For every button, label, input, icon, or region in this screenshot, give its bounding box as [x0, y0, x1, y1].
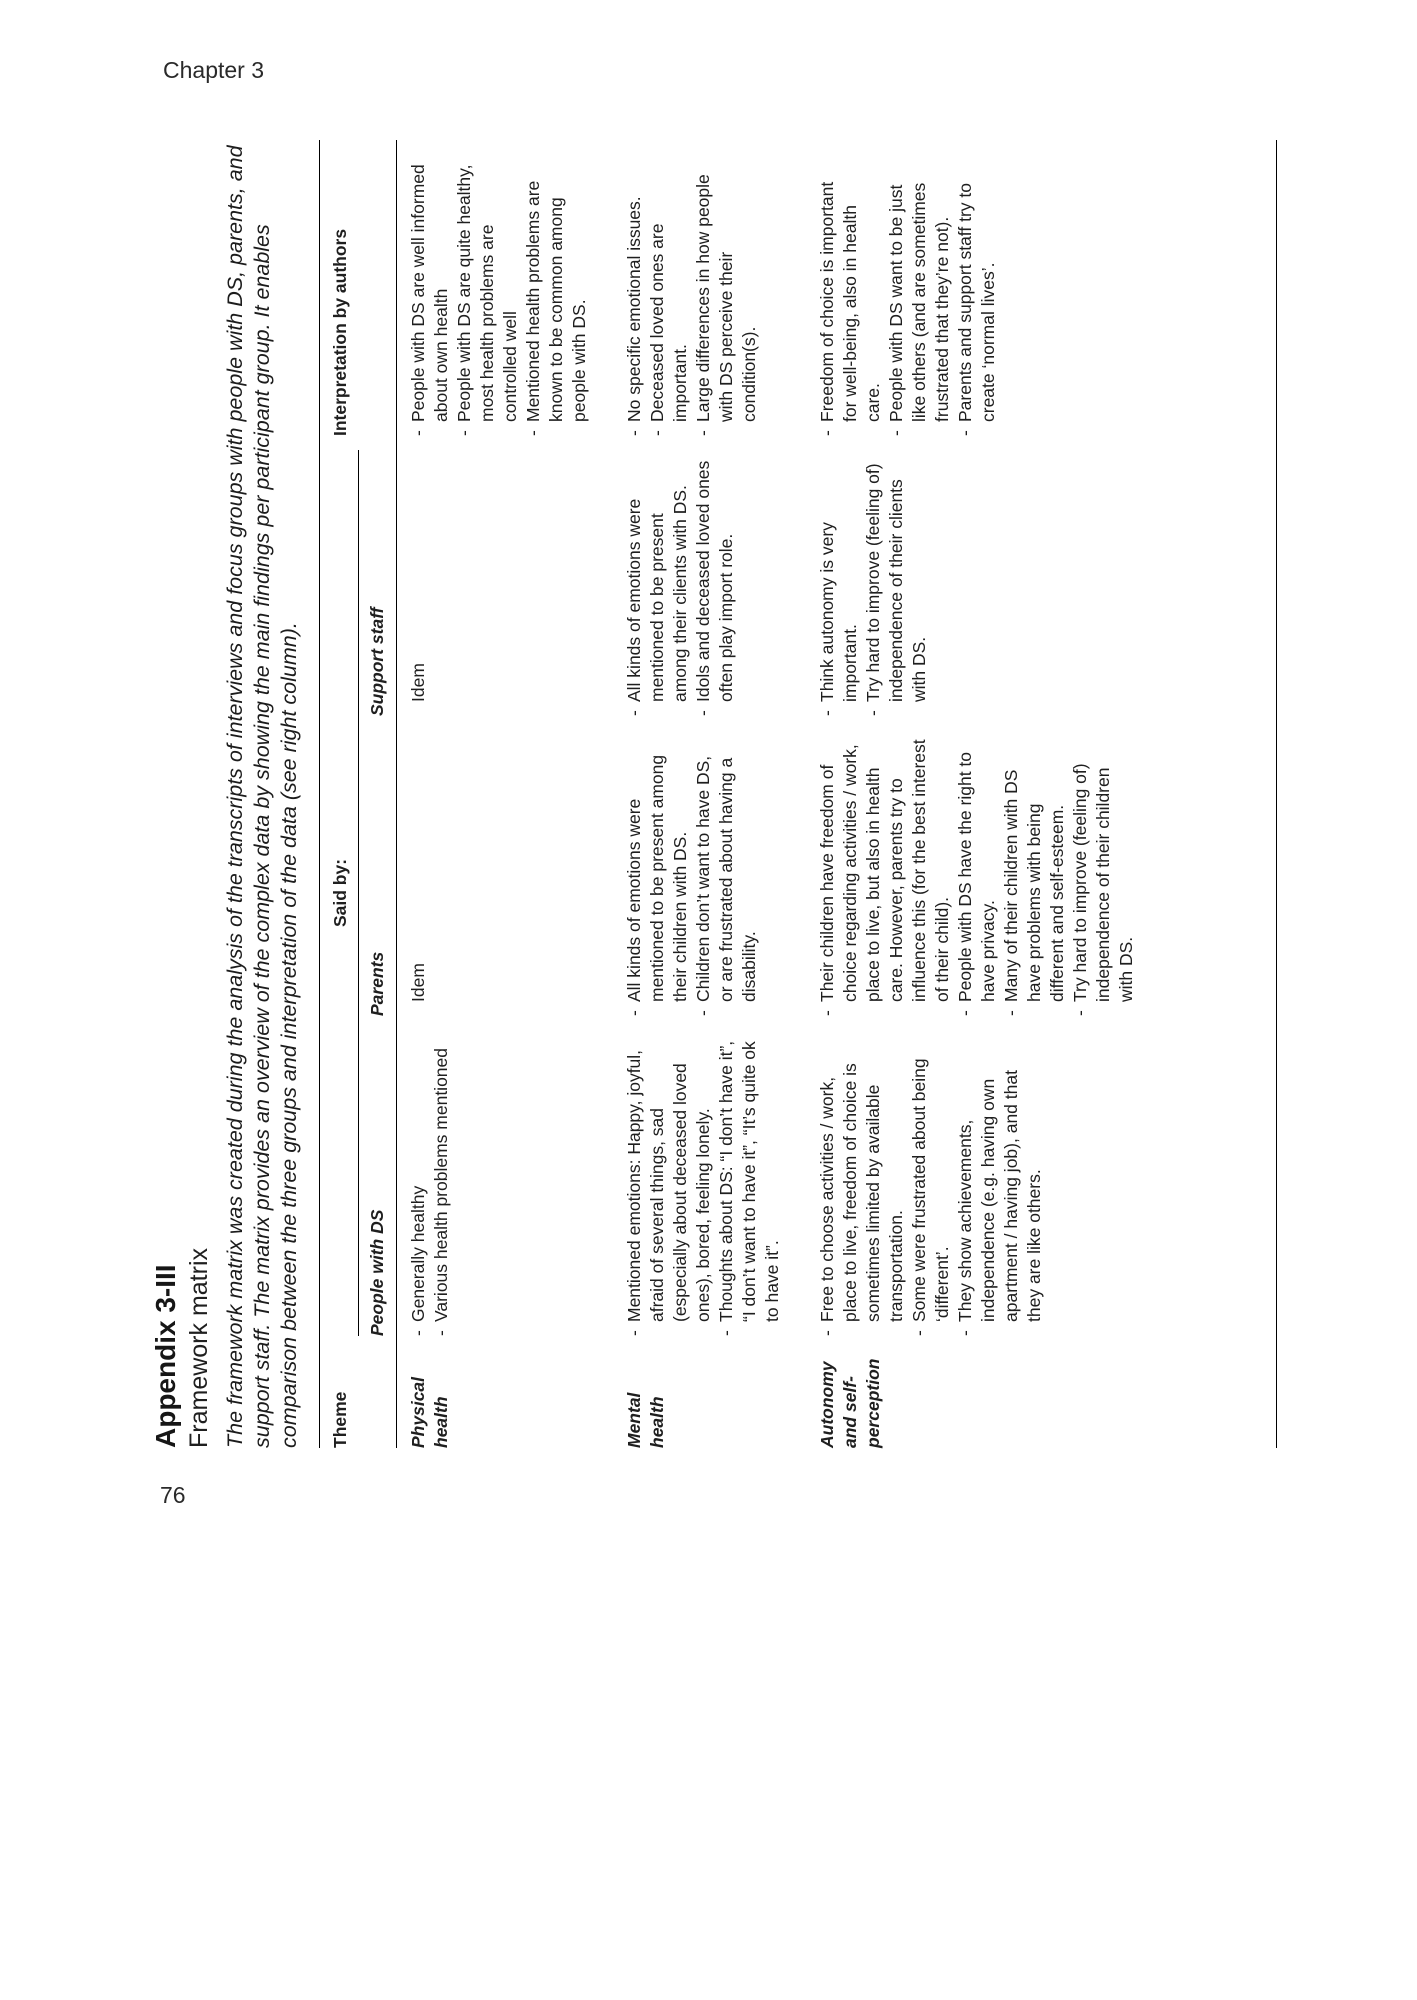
matrix-bullet-item: - People with DS want to be just like others (and are sometimes frustrated that they’re not).	[885, 162, 954, 436]
rotated-appendix-content	[150, 140, 1310, 1448]
matrix-bullet-item: - Deceased loved ones are important.	[646, 162, 692, 436]
matrix-bullet-item: - Try hard to improve (feeling of) independence of their children with DS.	[1069, 738, 1138, 1016]
theme-cell: Autonomy and self-perception	[817, 1358, 883, 1448]
cell-support-staff: Idem	[408, 663, 428, 702]
matrix-bullet-item: - All kinds of emotions were mentioned to be present among their clients with DS.	[623, 458, 692, 716]
table-row-autonomy-self-perception	[806, 140, 1160, 1448]
matrix-bullet-item: - Large differences in how people with DS perceive their condition(s).	[692, 162, 761, 436]
matrix-bullet-item: - Freedom of choice is important for well-being, also in health care.	[816, 162, 885, 436]
column-header-parents: Parents	[367, 951, 387, 1016]
matrix-bullet-item: - Thoughts about DS: “I don’t have it”, “I don’t want to have it”, “It’s quite ok to have it”.	[715, 1038, 784, 1336]
cell-interpretation	[816, 140, 1138, 436]
appendix-title: Appendix 3-III	[150, 1264, 181, 1448]
matrix-bullet-item: - Free to choose activities / work, place to live, freedom of choice is sometimes limited by available transportation.	[816, 1038, 908, 1336]
matrix-bullet-item: - They show achievements, independence (e.g. having own apartment / having job), and that they are like others.	[954, 1038, 1046, 1336]
matrix-bullet-item: - People with DS have the right to have privacy.	[954, 738, 1000, 1016]
matrix-bullet-item: - People with DS are well informed about own health	[407, 162, 453, 436]
matrix-bullet-item: - Think autonomy is very important.	[816, 458, 862, 716]
matrix-bullet-item: - Generally healthy	[407, 1038, 430, 1336]
matrix-bullet-item: - Children don’t want to have DS, or are frustrated about having a disability.	[692, 738, 761, 1016]
table-row-mental-health	[613, 140, 806, 1448]
matrix-bullet-item: - Many of their children with DS have problems with being different and self-esteem.	[1000, 738, 1069, 1016]
column-header-support-staff: Support staff	[367, 607, 387, 716]
column-header-people-with-ds: People with DS	[367, 1209, 387, 1336]
cell-parents	[816, 716, 1138, 1016]
cell-people-with-ds	[407, 1016, 591, 1336]
table-header-row-1	[329, 140, 359, 1448]
matrix-bullet-item: - Some were frustrated about being ‘different’.	[908, 1038, 954, 1336]
appendix-subtitle: Framework matrix	[185, 1247, 213, 1448]
appendix-intro: The framework matrix was created during the analysis of the transcripts of interviews and focus groups with people with DS, parents, and support staff. The matrix provides an overview of the complex data by showing the main findings per participant group. It enables comparison between the three groups and interpretation of the data (see right column).	[223, 145, 301, 1448]
table-body	[397, 140, 1277, 1448]
theme-cell: Physical health	[408, 1376, 451, 1448]
cell-support-staff	[816, 436, 1138, 716]
cell-interpretation	[623, 140, 784, 436]
column-header-theme: Theme	[330, 1391, 350, 1448]
matrix-bullet-item: - All kinds of emotions were mentioned to be present among their children with DS.	[623, 738, 692, 1016]
matrix-bullet-item: - People with DS are quite healthy, most health problems are controlled well	[453, 162, 522, 436]
table-header-row-2	[366, 140, 389, 1448]
matrix-bullet-item: - Mentioned health problems are known to be common among people with DS.	[522, 162, 591, 436]
column-header-said-by: Said by:	[329, 450, 359, 1336]
cell-people-with-ds	[623, 1016, 784, 1336]
cell-support-staff	[623, 436, 784, 716]
matrix-bullet-item: - Parents and support staff try to create ‘normal lives’.	[954, 162, 1000, 436]
table-row-physical-health	[397, 140, 613, 1448]
cell-people-with-ds	[816, 1016, 1138, 1336]
framework-matrix-table	[319, 140, 1277, 1448]
column-header-interpretation: Interpretation by authors	[330, 228, 350, 436]
cell-parents	[623, 716, 784, 1016]
cell-parents: Idem	[408, 963, 428, 1002]
matrix-bullet-item: - Various health problems mentioned	[430, 1038, 453, 1336]
cell-interpretation	[407, 140, 591, 436]
matrix-bullet-item: - Mentioned emotions: Happy, joyful, afraid of several things, sad (especially about deceased loved ones), bored, feeling lonely.	[623, 1038, 715, 1336]
matrix-bullet-item: - Their children have freedom of choice regarding activities / work, place to live, but also in health care. However, parents try to influence this (for the best interest of their child).	[816, 738, 954, 1016]
table-header	[319, 140, 397, 1448]
matrix-bullet-item: - Idols and deceased loved ones often play import role.	[692, 458, 738, 716]
theme-cell: Mental health	[624, 1392, 667, 1448]
matrix-bullet-item: - Try hard to improve (feeling of) independence of their clients with DS.	[862, 458, 931, 716]
page-number: 76	[160, 1482, 186, 1508]
matrix-bullet-item: - No specific emotional issues.	[623, 162, 646, 436]
chapter-heading: Chapter 3	[163, 57, 265, 83]
